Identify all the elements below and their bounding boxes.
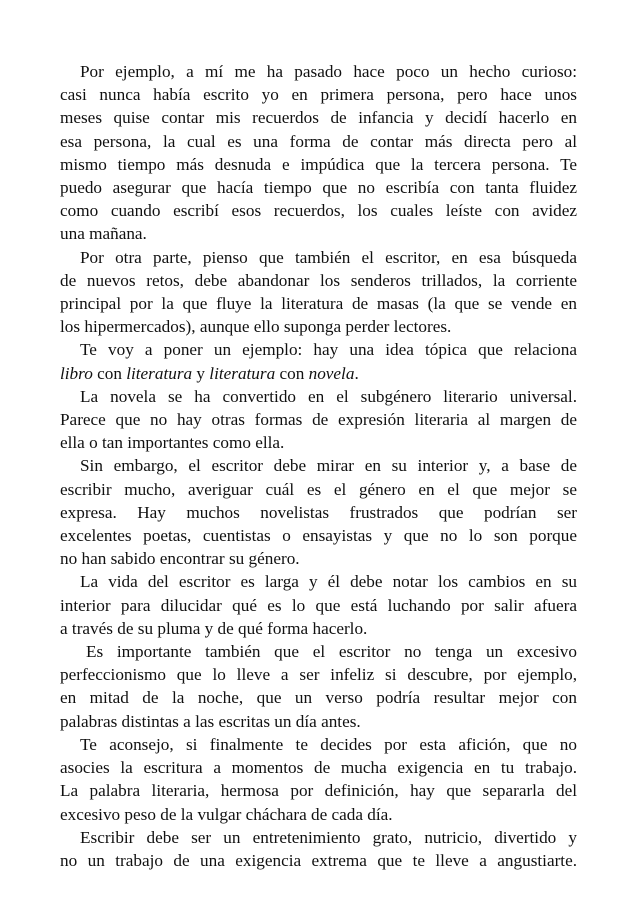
italic-word: literatura bbox=[126, 363, 193, 383]
text-line: palabras distintas a las escritas un día antes. bbox=[60, 711, 361, 731]
text-fragment: . bbox=[354, 363, 359, 383]
text-line: La palabra literaria, hermosa por definición, hay que separarla del bbox=[60, 781, 577, 801]
text-fragment: y bbox=[192, 363, 210, 383]
document-page bbox=[60, 60, 577, 872]
text-line: en mitad de la noche, que un verso podría resultar mejor con bbox=[60, 688, 577, 708]
italic-word: literatura bbox=[209, 363, 276, 383]
paragraph-8 bbox=[60, 733, 577, 826]
text-line: Por ejemplo, a mí me ha pasado hace poco un hecho curioso: bbox=[80, 62, 577, 81]
text-line: de nuevos retos, debe abandonar los senderos trillados, la corriente bbox=[60, 270, 577, 290]
text-line: excelentes poetas, cuentistas o ensayistas y que no lo son porque bbox=[60, 526, 577, 546]
text-line: una mañana. bbox=[60, 224, 147, 244]
text-line: no han sabido encontrar su género. bbox=[60, 549, 300, 569]
paragraph-5 bbox=[60, 454, 577, 570]
text-line: expresa. Hay muchos novelistas frustrados que podrían ser bbox=[60, 502, 577, 522]
paragraph-3 bbox=[60, 338, 577, 384]
paragraph-9 bbox=[60, 826, 577, 872]
text-fragment: con bbox=[275, 363, 309, 383]
text-line: esa persona, la cual es una forma de contar más directa pero al bbox=[60, 131, 577, 151]
italic-word: libro bbox=[60, 363, 93, 383]
paragraph-2 bbox=[60, 246, 577, 339]
text-line: escribir mucho, averiguar cuál es el género en el que mejor se bbox=[60, 479, 577, 499]
text-line: Sin embargo, el escritor debe mirar en su interior y, a base de bbox=[80, 456, 577, 476]
text-line: La vida del escritor es larga y él debe notar los cambios en su bbox=[80, 572, 577, 592]
text-line: interior para dilucidar qué es lo que está luchando por salir afuera bbox=[60, 595, 577, 615]
italic-word: novela bbox=[308, 363, 355, 383]
text-line: excesivo peso de la vulgar cháchara de cada día. bbox=[60, 804, 393, 824]
text-line: mismo tiempo más desnuda e impúdica que la tercera persona. Te bbox=[60, 154, 577, 174]
text-line: Escribir debe ser un entretenimiento grato, nutricio, divertido y bbox=[80, 827, 577, 847]
paragraph-4 bbox=[60, 385, 577, 455]
text-fragment: con bbox=[92, 363, 127, 383]
text-line: no un trabajo de una exigencia extrema que te lleve a angustiarte. bbox=[60, 850, 577, 870]
text-line: casi nunca había escrito yo en primera persona, pero hace unos bbox=[60, 85, 577, 105]
text-line: Te aconsejo, si finalmente te decides por esta afición, que no bbox=[80, 734, 577, 754]
paragraph-7 bbox=[60, 640, 577, 733]
text-line: como cuando escribí esos recuerdos, los cuales leíste con avidez bbox=[60, 201, 577, 221]
paragraph-6 bbox=[60, 570, 577, 640]
text-line: Parece que no hay otras formas de expresión literaria al margen de bbox=[60, 410, 577, 430]
text-line: a través de su pluma y de qué forma hacerlo. bbox=[60, 618, 368, 638]
text-line: puedo asegurar que hacía tiempo que no escribía con tanta fluidez bbox=[60, 178, 577, 198]
text-line-italic-mix bbox=[60, 362, 577, 385]
text-line: Por otra parte, pienso que también el escritor, en esa búsqueda bbox=[80, 247, 577, 267]
paragraph-1 bbox=[60, 60, 577, 246]
text-line: los hipermercados), aunque ello suponga perder lectores. bbox=[60, 317, 452, 337]
text-line: principal por la que fluye la literatura de masas (la que se vende en bbox=[60, 294, 577, 314]
text-line: La novela se ha convertido en el subgénero literario universal. bbox=[80, 386, 577, 406]
text-line: ella o tan importantes como ella. bbox=[60, 433, 285, 453]
text-line: perfeccionismo que lo lleve a ser infeliz si descubre, por ejemplo, bbox=[60, 665, 577, 685]
text-line: Es importante también que el escritor no tenga un excesivo bbox=[86, 642, 577, 662]
text-line: asocies la escritura a momentos de mucha exigencia en tu trabajo. bbox=[60, 758, 577, 778]
text-line: meses quise contar mis recuerdos de infancia y decidí hacerlo en bbox=[60, 108, 577, 128]
text-line: Te voy a poner un ejemplo: hay una idea tópica que relaciona bbox=[80, 340, 577, 360]
